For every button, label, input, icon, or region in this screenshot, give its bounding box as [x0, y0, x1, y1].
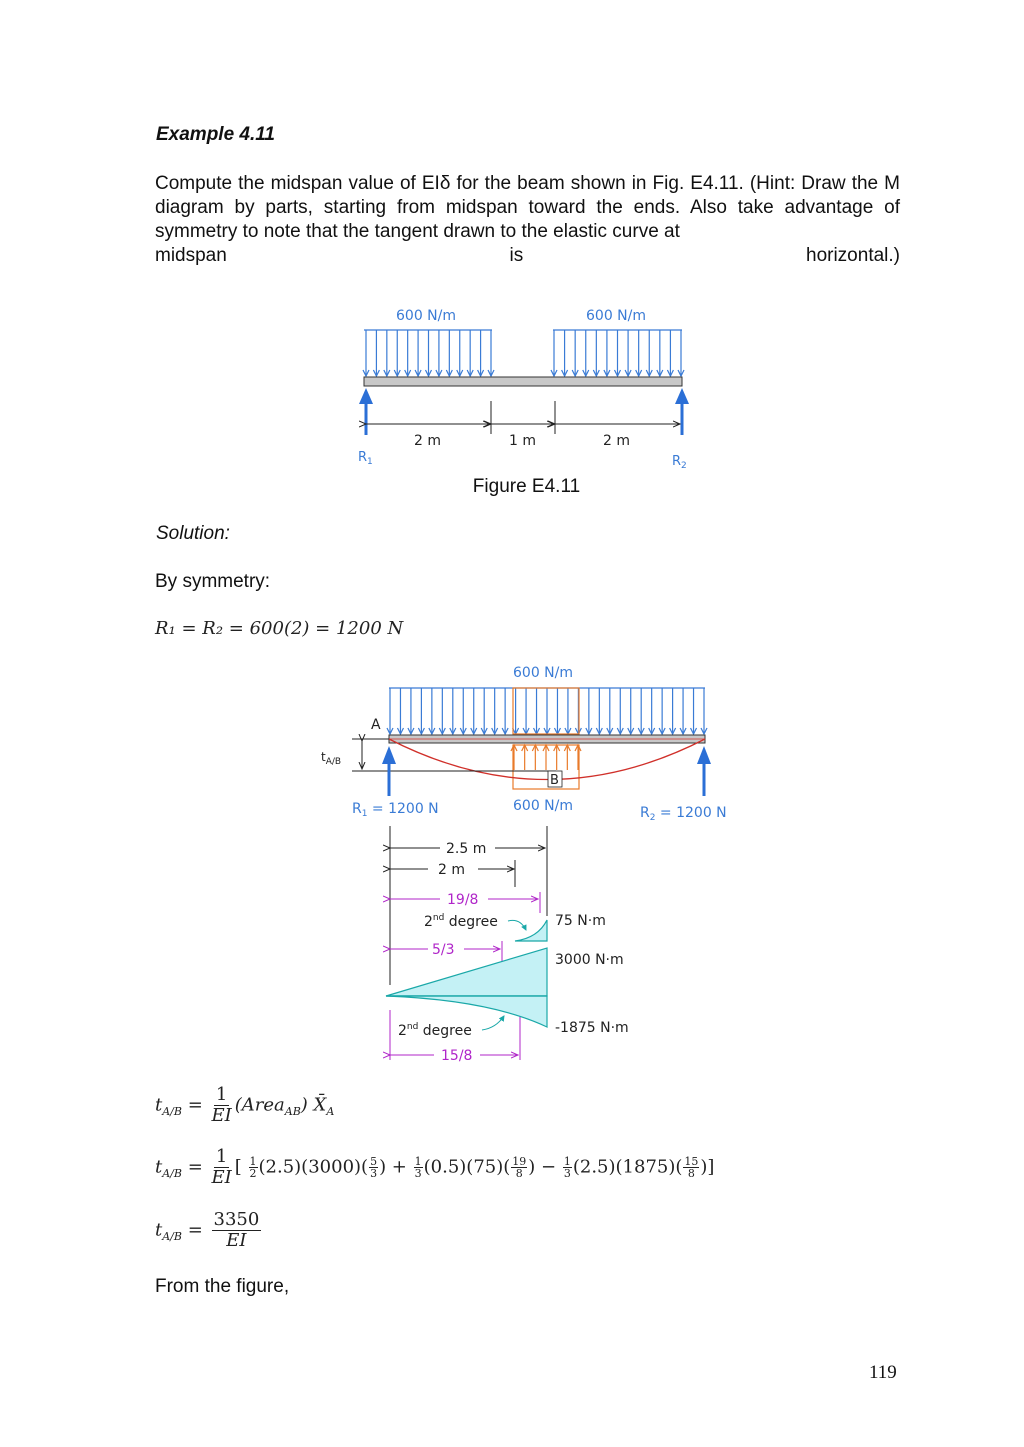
beam	[364, 377, 682, 386]
equation-tab-result: $t_{A/B}$ = $\frac{3350}{EI}$	[155, 1209, 260, 1251]
reaction-arrow-right	[675, 388, 689, 435]
reaction-label-r1: $R_1$	[358, 450, 373, 467]
by-symmetry-text: By symmetry:	[155, 571, 271, 592]
figure-caption: Figure E4.11	[472, 476, 581, 497]
example-heading: Example 4.11	[156, 124, 276, 145]
degree-label-upper: 2nd degree	[424, 913, 498, 930]
problem-statement	[155, 172, 900, 268]
dim-label-left: 2 m	[414, 433, 441, 449]
dim-2m: 2 m	[438, 862, 465, 878]
reaction-arrow-r2	[697, 746, 711, 796]
reactions-equation-text: R₁ = R₂ = 600(2) = 1200 N	[155, 618, 404, 639]
dim-15-8: 15/8	[441, 1048, 473, 1064]
reaction-r1-label: $R_1 = 1200$ N	[352, 801, 439, 819]
dim-label-right: 2 m	[603, 433, 630, 449]
load-label-left: 600 N/m	[396, 308, 456, 324]
page-number: 119	[869, 1362, 897, 1383]
problem-last-line	[155, 244, 900, 268]
dim-label-mid: 1 m	[509, 433, 536, 449]
distributed-load-left	[363, 330, 494, 376]
load-label-top: 600 N/m	[513, 665, 573, 681]
moment-label-1875: -1875 N·m	[555, 1020, 629, 1036]
reaction-arrow-left	[359, 388, 373, 435]
problem-word-2: is	[509, 245, 524, 266]
tab-label: $t_{A/B}$	[321, 750, 342, 767]
moment-diagram-figure	[315, 655, 745, 1070]
problem-body: Compute the midspan value of EIδ for the beam shown in Fig. E4.11. (Hint: Draw the M diagram by parts, starting from midspan toward the ends. Also take advantage of symmetry to note that the tangent drawn to the elastic curve at	[155, 173, 900, 242]
moment-area-3000	[386, 948, 547, 996]
equation-tab-general: $t_{A/B}$ = $\frac{1}{EI}$ (Area$_{AB}$) $X̄_A$	[155, 1084, 335, 1126]
from-figure-text: From the figure,	[155, 1276, 290, 1297]
distributed-load-full	[387, 688, 707, 734]
equation-tab-expanded: $t_{A/B}$ = $\frac{1}{EI}$ [ $\frac{1}{2}$ (2.5)(3000)( $\frac{5}{3}$ ) + $\frac{1}{3}$ (0.5)(75)( $\frac{19}{8}$ ) − $\frac{1}{3}$ (2.5)(1875)( $\frac{15}{8}$ )]	[155, 1146, 715, 1188]
load-label-bottom: 600 N/m	[513, 798, 573, 814]
moment-label-3000: 3000 N·m	[555, 952, 624, 968]
moment-area-75	[515, 920, 547, 941]
dim-2-5m: 2.5 m	[446, 841, 487, 857]
load-label-right: 600 N/m	[586, 308, 646, 324]
problem-word-1: midspan	[155, 245, 227, 266]
distributed-load-right	[551, 330, 684, 376]
point-a-label: A	[371, 717, 381, 733]
problem-word-3: horizontal.)	[806, 245, 900, 266]
beam-figure-e411	[340, 295, 720, 475]
reaction-r2-label: $R_2 = 1200$ N	[640, 805, 727, 823]
degree-label-lower: 2nd degree	[398, 1022, 472, 1039]
moment-label-75: 75 N·m	[555, 913, 606, 929]
solution-label: Solution:	[156, 523, 230, 544]
reactions-equation	[155, 618, 403, 639]
downward-load-midspan	[513, 688, 579, 734]
upward-load-midspan	[511, 745, 581, 789]
dim-19-8: 19/8	[447, 892, 479, 908]
reaction-label-r2: $R_2$	[672, 454, 687, 471]
dimension-lines	[366, 401, 680, 434]
point-b-label: B	[550, 773, 559, 788]
dim-5-3: 5/3	[432, 942, 455, 958]
